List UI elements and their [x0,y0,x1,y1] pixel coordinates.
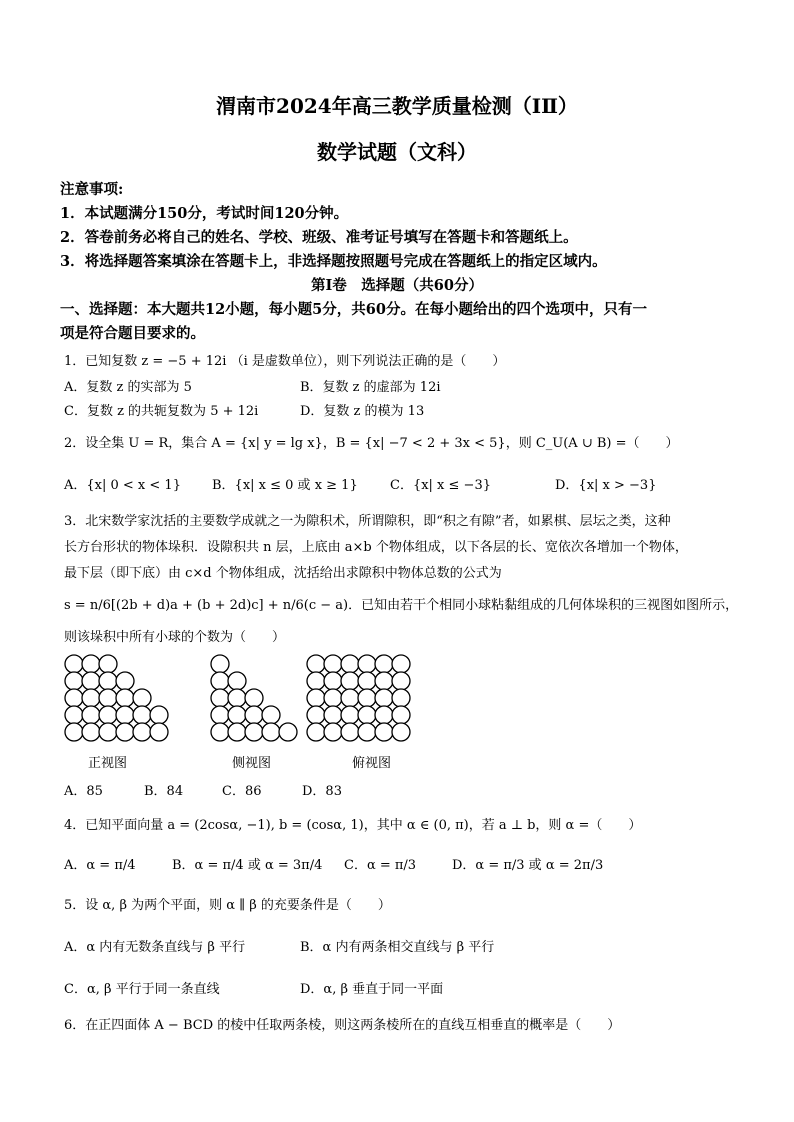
ball [116,706,134,724]
ball [358,706,376,724]
ball [245,706,263,724]
notice-item-3: 3．将选择题答案填涂在答题卡上，非选择题按照题号完成在答题纸上的指定区域内。 [60,253,607,270]
ball [324,655,342,673]
q2-option-b: B．{x| x ≤ 0 或 x ≥ 1} [212,478,358,493]
ball [358,655,376,673]
ball [99,655,117,673]
ball [392,723,410,741]
notice-heading: 注意事项: [60,181,124,198]
section-intro-line-1: 一、选择题：本大题共12小题，每小题5分，共60分。在每小题给出的四个选项中，只有一 [60,301,647,318]
question-1-stem: 1．已知复数 z = −5 + 12i （i 是虚数单位），则下列说法正确的是（ ） [64,354,506,369]
q3-option-b: B．84 [144,784,184,799]
ball [228,672,246,690]
exam-subtitle: 数学试题（文科） [317,140,477,164]
ball [228,723,246,741]
ball [341,672,359,690]
q5-option-a: A．α 内有无数条直线与 β 平行 [64,940,246,955]
ball [358,689,376,707]
ball [262,723,280,741]
ball [375,706,393,724]
q3-option-d: D．83 [302,784,342,799]
ball [211,723,229,741]
ball [82,723,100,741]
ball [65,723,83,741]
ball [99,723,117,741]
ball [307,689,325,707]
ball [133,723,151,741]
ball [82,655,100,673]
ball [116,723,134,741]
ball [133,689,151,707]
ball [228,689,246,707]
ball [392,706,410,724]
q3-option-a: A．85 [64,784,103,799]
q4-option-d: D．α = π/3 或 α = 2π/3 [452,858,604,873]
q2-option-c: C．{x| x ≤ −3} [390,478,491,493]
ball [307,706,325,724]
q4-option-a: A．α = π/4 [64,858,136,873]
ball [228,706,246,724]
q1-option-d: D．复数 z 的模为 13 [300,404,425,419]
ball [82,706,100,724]
ball [324,672,342,690]
ball [65,672,83,690]
notice-item-1: 1．本试题满分150分，考试时间120分钟。 [60,205,349,222]
ball [324,723,342,741]
ball [65,655,83,673]
ball [245,689,263,707]
notice-item-2: 2．答卷前务必将自己的姓名、学校、班级、准考证号填写在答题卡和答题纸上。 [60,229,578,246]
caption-top-view: 俯视图 [352,756,392,771]
ball [392,655,410,673]
q3-line-5: 则该垛积中所有小球的个数为（ ） [64,630,286,645]
ball [65,706,83,724]
question-6-stem: 6．在正四面体 A − BCD 的棱中任取两条棱，则这两条棱所在的直线互相垂直的概率是（ ） [64,1018,621,1033]
q5-option-c: C．α, β 平行于同一条直线 [64,982,220,997]
q3-line-3: 最下层（即下底）由 c×d 个物体组成，沈括给出求隙积中物体总数的公式为 [64,566,502,581]
ball [99,706,117,724]
ball [211,655,229,673]
question-5-stem: 5．设 α, β 为两个平面，则 α ∥ β 的充要条件是（ ） [64,898,391,913]
ball [392,689,410,707]
ball [341,723,359,741]
caption-side-view: 侧视图 [232,756,272,771]
q5-option-d: D．α, β 垂直于同一平面 [300,982,444,997]
q3-line-2: 长方台形状的物体垛积．设隙积共 n 层，上底由 a×b 个物体组成，以下各层的长、宽依次各增加一个物体， [64,540,688,555]
ball [307,655,325,673]
front-view-drawing [65,655,168,741]
q2-option-d: D．{x| x > −3} [555,478,657,493]
section-intro-line-2: 项是符合题目要求的。 [60,325,205,342]
q2-option-a: A．{x| 0 < x < 1} [64,478,181,493]
q1-option-b: B．复数 z 的虚部为 12i [300,380,441,395]
q4-option-c: C．α = π/3 [344,858,417,873]
q5-option-b: B．α 内有两条相交直线与 β 平行 [300,940,495,955]
ball [99,672,117,690]
ball [116,689,134,707]
ball [375,655,393,673]
q1-option-c: C．复数 z 的共轭复数为 5 + 12i [64,404,259,419]
ball [150,706,168,724]
q4-option-b: B．α = π/4 或 α = 3π/4 [172,858,323,873]
ball [262,706,280,724]
ball [341,689,359,707]
ball [324,706,342,724]
ball [279,723,297,741]
ball [307,723,325,741]
ball [82,689,100,707]
ball [358,723,376,741]
ball [375,689,393,707]
top-view-drawing [307,655,410,741]
ball [211,706,229,724]
q1-option-a: A．复数 z 的实部为 5 [64,380,192,395]
question-4-stem: 4．已知平面向量 a = (2cosα, −1), b = (cosα, 1)，其中 α ∈ (0, π)，若 a ⊥ b，则 α =（ ） [64,818,642,833]
q3-formula-line: s = n/6[(2b + d)a + (b + 2d)c] + n/6(c − a)．已知由若干个相同小球粘黏组成的几何体垛积的三视图如图所示， [64,598,739,613]
ball [392,672,410,690]
ball [341,655,359,673]
ball [341,706,359,724]
ball [358,672,376,690]
ball [99,689,117,707]
side-view-drawing [211,655,297,741]
caption-front-view: 正视图 [88,756,128,771]
ball [133,706,151,724]
part-title: 第Ⅰ卷 选择题（共60分） [311,277,483,294]
ball [116,672,134,690]
ball [82,672,100,690]
q3-option-c: C．86 [222,784,262,799]
three-views-figure [60,650,420,750]
question-2-stem: 2．设全集 U = R，集合 A = {x| y = lg x}，B = {x| −7 < 2 + 3x < 5}，则 C_U(A ∪ B) =（ ） [64,436,679,451]
ball [245,723,263,741]
ball [65,689,83,707]
ball [307,672,325,690]
q3-line-1: 3．北宋数学家沈括的主要数学成就之一为隙积术，所谓隙积，即“积之有隙”者，如累棋、层坛之类，这种 [64,514,671,529]
ball [375,723,393,741]
exam-title: 渭南市2024年高三教学质量检测（IⅡ） [216,94,578,118]
ball [150,723,168,741]
ball [324,689,342,707]
ball [211,689,229,707]
ball [211,672,229,690]
ball [375,672,393,690]
